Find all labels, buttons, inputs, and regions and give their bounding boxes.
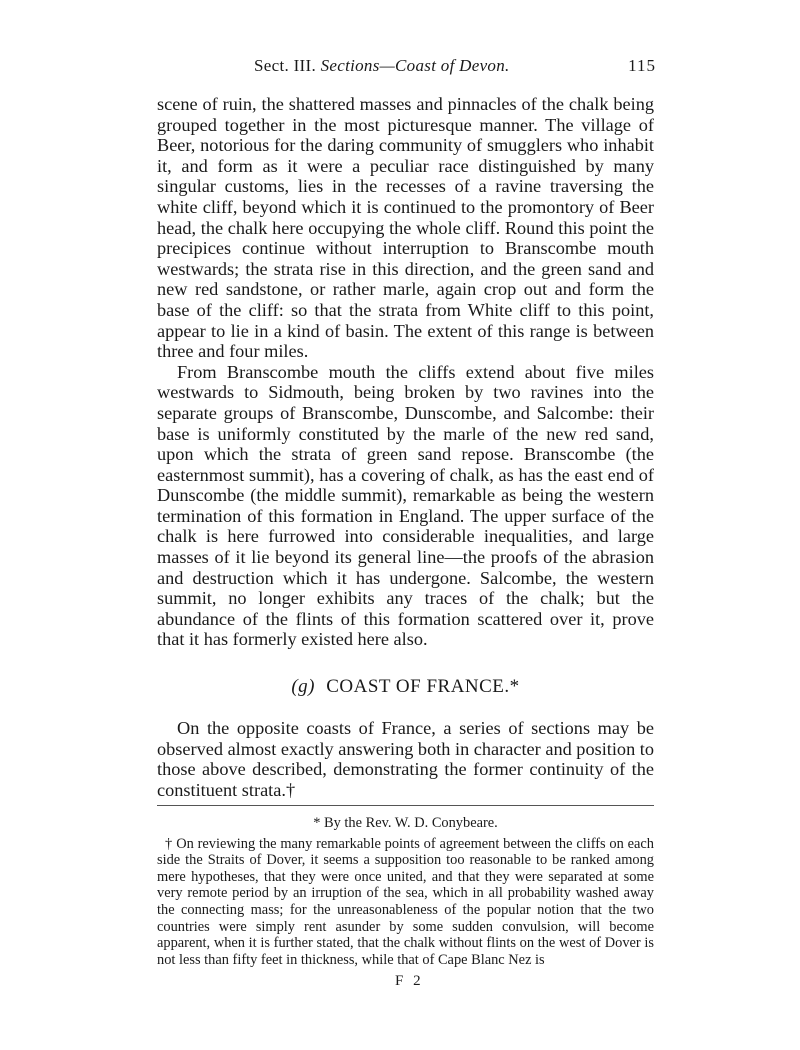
section-heading xyxy=(157,676,654,698)
footnote-2: † On reviewing the many remarkable points of agreement between the cliffs on each side the Straits of Dover, it seems a supposition too reasonable to be ranked among mere hypotheses, that they were once united, and that they were separated at some very remote period by an irruption of the sea, which in all probability washed away the connecting mass; for the unreasonableness of the popular notion that the two countries were simply rent asunder by some sudden convulsion, will become apparent, when it is further stated, that the chalk without flints on the west of Dover is not less than fifty feet in thickness, while that of Cape Blanc Nez is xyxy=(157,835,654,968)
main-text xyxy=(157,94,654,650)
paragraph-1: scene of ruin, the shattered masses and pinnacles of the chalk being grouped together in the most picturesque manner. The village of Beer, notorious for the daring community of smugglers who inhabit it, and form as it were a peculiar race distinguished by many singular customs, lies in the recesses of a ravine traversing the white cliff, beyond which it is continued to the promontory of Beer head, the chalk here occupying the whole cliff. Round this point the precipices continue without interruption to Branscombe mouth westwards; the strata rise in this direction, and the green sand and new red sandstone, or rather marle, again crop out and form the base of the cliff: so that the strata from White cliff to this point, appear to lie in a kind of basin. The extent of this range is between three and four miles. xyxy=(157,94,654,362)
footnotes xyxy=(157,815,654,968)
signature-mark: F 2 xyxy=(395,973,424,989)
section-title: COAST OF FRANCE.* xyxy=(326,676,520,697)
paragraph-2: From Branscombe mouth the cliffs extend about five miles westwards to Sidmouth, being broken by two ravines into the separate groups of Branscombe, Dunscombe, and Salcombe: their base is uniformly constituted by the marle of the new red sand, upon which the strata of green sand repose. Branscombe (the easternmost summit), has a covering of chalk, as has the east end of Dunscombe (the middle summit), remarkable as being the western termination of this formation in England. The upper surface of the chalk is here furrowed into considerable inequalities, and large masses of it lie beyond its general line—the proofs of the abrasion and destruction which it has undergone. Salcombe, the western summit, no longer exhibits any traces of the chalk; but the abundance of the flints of this formation scattered over it, prove that it has formerly existed here also. xyxy=(157,361,654,650)
footnote-divider xyxy=(157,805,654,806)
page-number: 115 xyxy=(628,56,656,75)
header-title: Sections—Coast of Devon. xyxy=(320,56,510,75)
section-letter: (g) xyxy=(291,676,315,697)
footnote-1: * By the Rev. W. D. Conybeare. xyxy=(313,815,498,831)
running-header xyxy=(160,56,656,76)
section-text xyxy=(157,718,654,800)
paragraph-3: On the opposite coasts of France, a series of sections may be observed almost exactly answering both in character and position to those above described, demonstrating the former continuity of the constituent strata.† xyxy=(157,718,655,800)
section-number: Sect. III. xyxy=(254,56,317,75)
running-header-title xyxy=(254,56,510,76)
